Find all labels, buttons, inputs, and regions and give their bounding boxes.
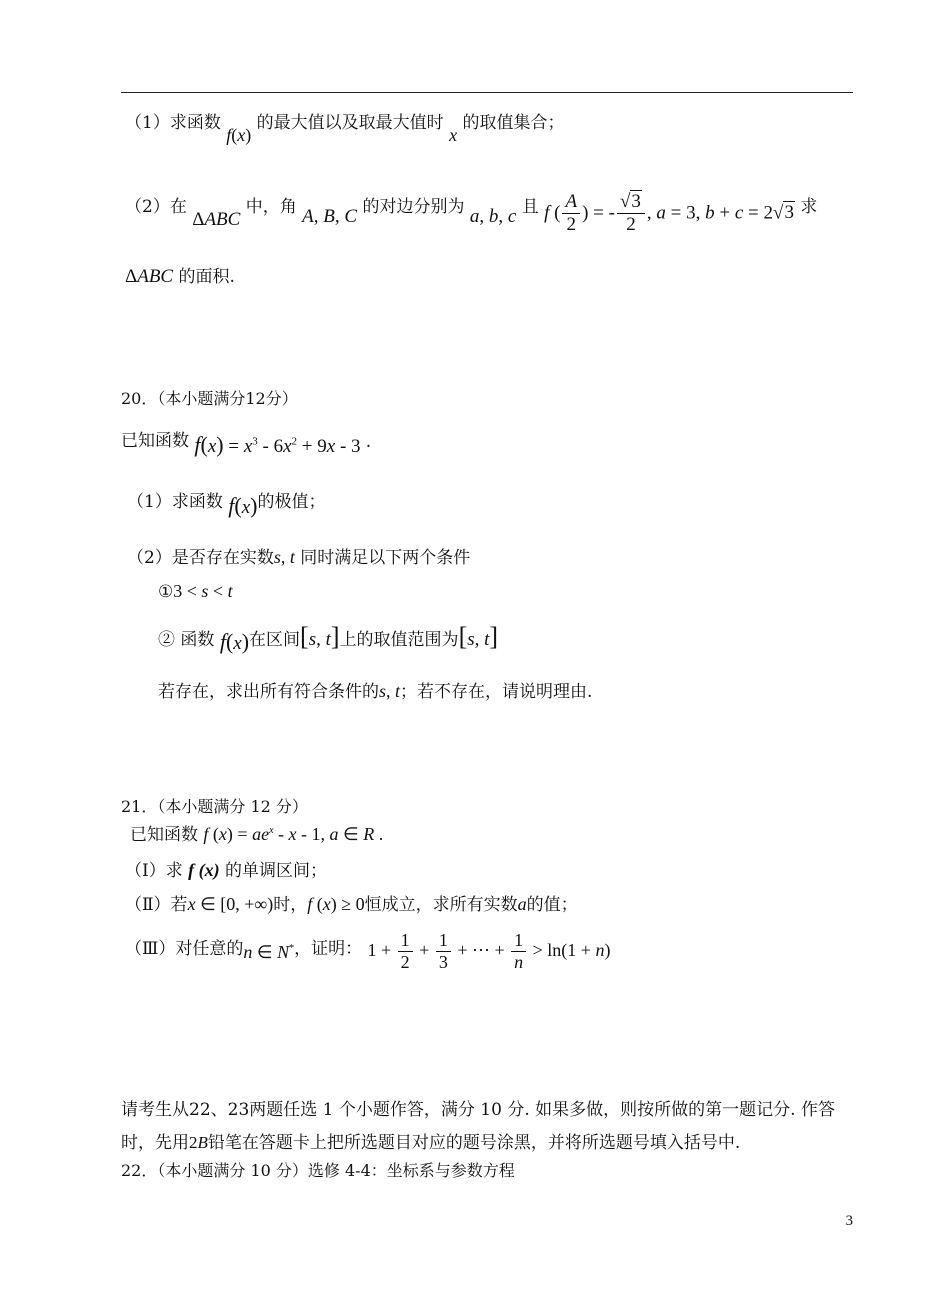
q19-part1: （1）求函数 f(x) 的最大值以及取最大值时 x 的取值集合； (125, 113, 565, 145)
conclusion-start: 若存在，求出所有符合条件的 (158, 682, 379, 702)
n-in-N: n ∈ N* (243, 941, 295, 962)
q20-part1-end: 的极值； (257, 492, 326, 512)
q20-conclusion: 若存在，求出所有符合条件的s, t；若不存在，请说明理由. (158, 681, 593, 702)
q19-part1-mid: 的最大值以及取最大值时 (256, 113, 444, 133)
q20-part2-end: 同时满足以下两个条件 (300, 548, 471, 568)
q21-part1 (125, 856, 327, 881)
page-number: 3 (845, 1213, 853, 1229)
q21-part1-label: （Ⅰ）求 (125, 861, 183, 881)
q20-part2: （2）是否存在实数s, t 同时满足以下两个条件 (127, 547, 471, 568)
vars-st-2: s (379, 681, 387, 701)
formula-x: x (449, 125, 458, 145)
q20-intro-text: 已知函数 (121, 431, 189, 451)
cond2-marker: ② 函数 (158, 630, 215, 650)
pencil-2b: 2B (189, 1133, 208, 1152)
q21-function-formula: f $(x) = ae^x - x - 1$, a ∈ R . (203, 824, 384, 844)
q19-part2-mid1: 中，角 (245, 196, 297, 217)
q20-cond1 (158, 581, 233, 602)
q21-part3 (125, 930, 610, 972)
cond2-mid: 在区间 (249, 630, 301, 650)
formula-fx-q21: f (x) (188, 860, 220, 880)
q21-part2 (125, 890, 578, 915)
formula-fx: f (226, 125, 232, 145)
q19-part2-mid3: 且 (521, 196, 539, 217)
q21-part2-tail: 的值； (526, 895, 578, 915)
q19-part2-label: （2）在 (125, 196, 187, 217)
q19-part2-mid2: 的对边分别为 (362, 196, 465, 217)
q21-intro-text: 已知函数 (130, 825, 198, 845)
condition-formula: f ( $\frac{A}{2}$ ) = - $\frac{√3}{2}$ , a = 3, b + c = 2√3 (544, 191, 794, 235)
triangle-abc: ΔABC (192, 208, 241, 230)
instructions-line2-end: 铅笔在答题卡上把所选题目对应的题号涂黑，并将所选题号填入括号中. (207, 1133, 741, 1153)
triangle-abc-2: ΔABC (125, 266, 174, 287)
interval-st-1: [s, t] (300, 622, 340, 651)
q19-part2: （2）在 ΔABC 中，角 A, B, C 的对边分别为 a, b, c 且 f ( $\frac{A}{2}$ ) = - $\frac{√3}{2}$ , a = 3, b + c = 2√3 求 (125, 191, 818, 235)
q20-part2-label: （2）是否存在实数 (127, 548, 274, 568)
sides-abc: a (469, 205, 480, 227)
header-rule (121, 92, 853, 93)
q21-part2-mid: 时， (273, 895, 308, 915)
q22-header: 22．（本小题满分 10 分）选修 4-4：坐标系与参数方程 (121, 1161, 515, 1180)
vars-st: s (273, 547, 281, 567)
q20-part1 (127, 487, 326, 518)
q21-part2-end: 恒成立，求所有实数 (364, 895, 518, 915)
q20-function-formula: $f(x) = x^3 - 6x^2 + 9x - 3$ · (194, 432, 372, 457)
q19-part2-line2 (125, 262, 235, 288)
harmonic-inequality: 1 + $\frac{1}{2}$ + $\frac{1}{3}$ + ⋯ + $\frac{1}{n}$ > ln(1 + n) (367, 930, 611, 972)
q20-header: 20．（本小题满分12分） (121, 389, 298, 408)
q20-intro (121, 426, 372, 457)
instructions-line1: 请考生从22、23两题任选 1 个小题作答，满分 10 分. 如果多做，则按所做的第一题记分. 作答 (121, 1100, 835, 1120)
q21-intro (130, 820, 383, 845)
q20-part1-label: （1）求函数 (127, 492, 223, 512)
formula-fx-q20: f(x) (228, 493, 258, 518)
cond1-formula: 3 < s < t (173, 581, 233, 601)
conclusion-end: ；若不存在，请说明理由. (400, 682, 593, 702)
cond2-mid2: 上的取值范围为 (339, 630, 459, 650)
q21-part3-mid: ，证明： (294, 938, 363, 959)
q21-part1-end: 的单调区间； (225, 861, 328, 881)
q21-part3-label: （Ⅲ）对任意的 (125, 938, 244, 959)
cond1-marker: ① (158, 582, 174, 602)
q19-area-text: 的面积. (178, 267, 235, 287)
q19-part2-end: 求 (800, 196, 818, 217)
q19-part1-end: 的取值集合； (462, 113, 565, 133)
q20-cond2 (158, 622, 498, 652)
formula-fx-cond2: f(x) (219, 629, 250, 654)
q21-part2-label: （Ⅱ）若 (125, 895, 188, 915)
q21-header: 21．（本小题满分 12 分） (121, 797, 308, 816)
q19-part1-label: （1）求函数 (125, 113, 221, 133)
domain-formula: x ∈ [0, +∞) (187, 894, 274, 914)
angles-abc: A (302, 205, 314, 227)
interval-st-2: [s, t] (458, 622, 499, 651)
instructions-line2 (121, 1128, 740, 1153)
var-a: a (517, 894, 527, 914)
instructions-line2-start: 时，先用 (121, 1133, 189, 1153)
inequality-formula: f (x) ≥ 0 (307, 894, 365, 914)
